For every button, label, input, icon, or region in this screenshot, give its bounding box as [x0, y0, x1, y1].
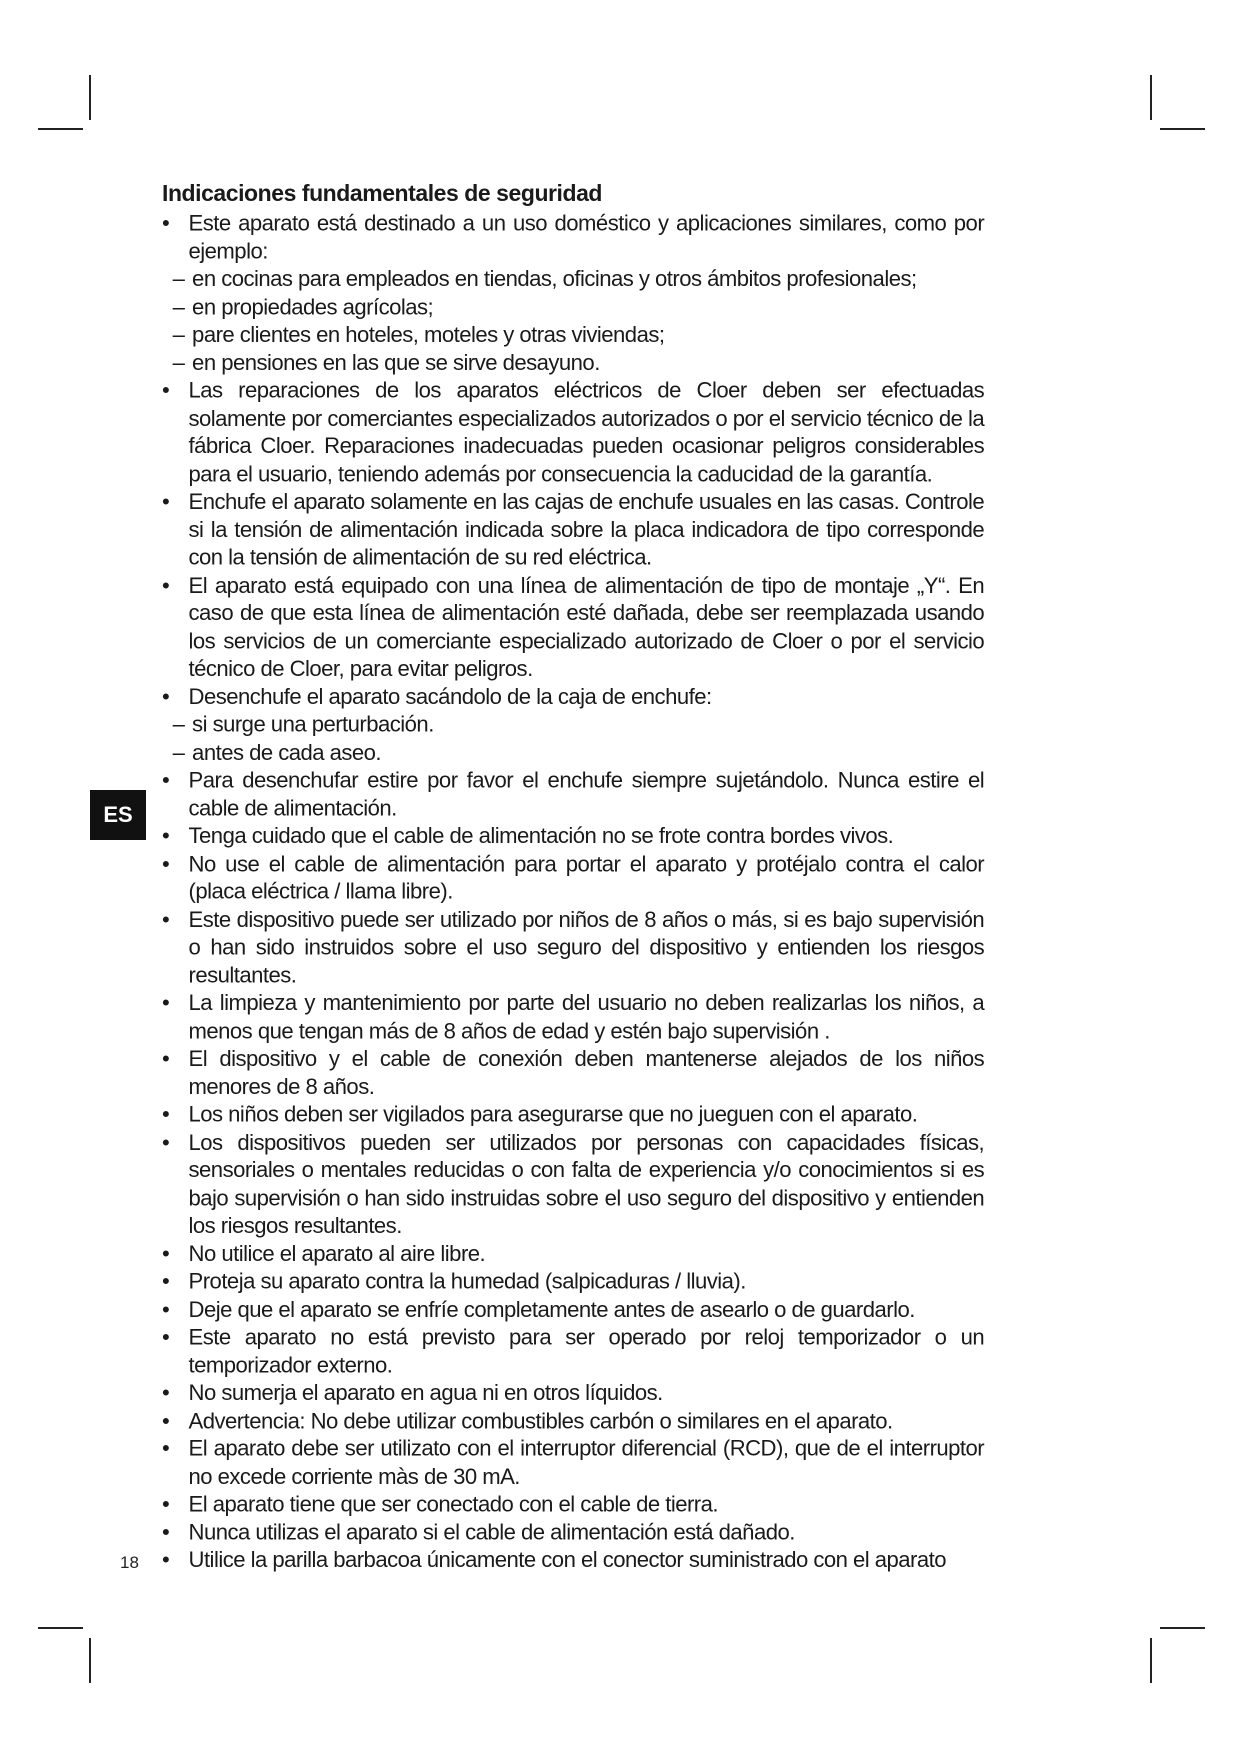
item-text: antes de cada aseo. — [192, 740, 382, 765]
item-text: El aparato debe ser utilizato con el interruptor diferencial (RCD), que de el interruptor no excede corriente màs de 30 mA. — [188, 1436, 985, 1489]
bullet-marker: • — [162, 1296, 170, 1322]
item-text: El dispositivo y el cable de conexión deben mantenerse alejados de los niños menores de 8 años. — [188, 1046, 985, 1099]
bullet-marker: • — [162, 1519, 170, 1545]
bullet-marker: • — [162, 990, 170, 1016]
crop-mark — [38, 128, 83, 130]
dash-marker: – — [172, 712, 185, 737]
item-text: Los niños deben ser vigilados para asegurarse que no jueguen con el aparato. — [188, 1102, 918, 1127]
bullet-marker: • — [162, 907, 170, 932]
bullet-item — [162, 210, 984, 266]
bullet-item — [162, 1101, 984, 1129]
bullet-item — [162, 851, 984, 907]
item-text: Este dispositivo puede ser utilizado por niños de 8 años o más, si es bajo supervisión o han sido instruidos sobre el uso seguro del dispositivo y entienden los riesgos resultantes. — [188, 907, 985, 988]
item-text: pare clientes en hoteles, moteles y otras viviendas; — [192, 322, 665, 348]
bullet-item — [162, 823, 984, 851]
item-text: Deje que el aparato se enfríe completamente antes de asearlo o de guardarlo. — [188, 1296, 915, 1322]
bullet-marker: • — [162, 1269, 170, 1294]
item-text: No sumerja el aparato en agua ni en otros líquidos. — [188, 1380, 663, 1406]
sub-item — [162, 266, 984, 294]
item-text: El aparato está equipado con una línea de alimentación de tipo de montaje „Y“. En caso de que esta línea de alimentación esté dañada, debe ser reemplazada usando los servicios de un comerciante especializado autorizado de Cloer o por el servicio técnico de Cloer, para evitar peligros. — [188, 572, 985, 682]
bullet-item — [162, 906, 984, 990]
item-text: No utilice el aparato al aire libre. — [188, 1241, 486, 1267]
bullet-item — [162, 1129, 984, 1240]
bullet-marker: • — [162, 1380, 170, 1406]
crop-mark — [1150, 1638, 1152, 1683]
dash-marker: – — [172, 266, 185, 292]
bullet-item — [162, 377, 984, 488]
dash-marker: – — [172, 294, 185, 320]
sub-item — [162, 349, 984, 377]
bullet-item — [162, 1435, 984, 1491]
crop-mark — [38, 1627, 83, 1629]
item-text: si surge una perturbación. — [192, 712, 434, 737]
item-text: No use el cable de alimentación para portar el aparato y protéjalo contra el calor (placa eléctrica / llama libre). — [188, 851, 985, 905]
bullet-item — [162, 1547, 984, 1575]
bullet-marker: • — [162, 1491, 170, 1517]
crop-mark — [1160, 128, 1205, 130]
crop-mark — [89, 1638, 91, 1683]
dash-marker: – — [172, 322, 185, 348]
dash-marker: – — [172, 740, 185, 765]
bullet-marker: • — [162, 823, 170, 849]
crop-mark — [89, 75, 91, 120]
document-body — [162, 180, 984, 1575]
bullet-marker: • — [162, 767, 170, 793]
bullet-marker: • — [162, 851, 170, 877]
item-text: en propiedades agrícolas; — [192, 294, 434, 320]
bullet-item — [162, 1324, 984, 1380]
item-text: El aparato tiene que ser conectado con el cable de tierra. — [188, 1491, 719, 1517]
item-text: Las reparaciones de los aparatos eléctricos de Cloer deben ser efectuadas solamente por comerciantes especializados autorizados o por el servicio técnico de la fábrica Cloer. Reparaciones inadecuadas pueden ocasionar peligros considerables para el usuario, teniendo además por consecuencia la caducidad de la garantía. — [188, 378, 985, 487]
bullet-item — [162, 990, 984, 1046]
bullet-marker: • — [162, 684, 170, 710]
item-text: Advertencia: No debe utilizar combustibles carbón o similares en el aparato. — [188, 1408, 893, 1434]
item-text: Utilice la parilla barbacoa únicamente con el conector suministrado con el aparato — [188, 1547, 947, 1573]
bullet-item — [162, 1240, 984, 1268]
safety-list — [162, 210, 984, 1575]
bullet-item — [162, 1380, 984, 1408]
bullet-item — [162, 683, 984, 711]
item-text: Desenchufe el aparato sacándolo de la caja de enchufe: — [188, 684, 712, 710]
bullet-marker: • — [162, 210, 170, 236]
language-tab: ES — [90, 790, 146, 840]
bullet-marker: • — [162, 378, 170, 403]
sub-item — [162, 294, 984, 322]
dash-marker: – — [172, 350, 185, 375]
bullet-item — [162, 1519, 984, 1547]
item-text: Nunca utilizas el aparato si el cable de alimentación está dañado. — [188, 1519, 795, 1545]
item-text: Los dispositivos pueden ser utilizados por personas con capacidades físicas, sensoriales o mentales reducidas o con falta de experiencia y/o conocimientos si es bajo supervisión o han sido instruidas sobre el uso seguro del dispositivo y entienden los riesgos resultantes. — [188, 1129, 985, 1239]
crop-mark — [1160, 1627, 1205, 1629]
crop-mark — [1150, 75, 1152, 120]
bullet-marker: • — [162, 1408, 170, 1434]
item-text: La limpieza y mantenimiento por parte del usuario no deben realizarlas los niños, a menos que tengan más de 8 años de edad y estén bajo supervisión . — [188, 990, 985, 1044]
bullet-item — [162, 1491, 984, 1519]
bullet-item — [162, 489, 984, 573]
sub-item — [162, 711, 984, 739]
bullet-marker: • — [162, 1241, 170, 1267]
item-text: Este aparato no está previsto para ser operado por reloj temporizador o un temporizador externo. — [188, 1324, 985, 1378]
bullet-marker: • — [162, 1324, 170, 1350]
bullet-marker: • — [162, 1547, 170, 1573]
item-text: Tenga cuidado que el cable de alimentación no se frote contra bordes vivos. — [188, 823, 894, 849]
item-text: Proteja su aparato contra la humedad (salpicaduras / lluvia). — [188, 1269, 746, 1294]
bullet-marker: • — [162, 1436, 170, 1461]
item-text: Enchufe el aparato solamente en las cajas de enchufe usuales en las casas. Controle si la tensión de alimentación indicada sobre la placa indicadora de tipo corresponde con la tensión de alimentación de su red eléctrica. — [188, 489, 985, 570]
bullet-marker: • — [162, 572, 170, 598]
bullet-marker: • — [162, 489, 170, 515]
bullet-item — [162, 572, 984, 683]
bullet-item — [162, 1045, 984, 1101]
bullet-marker: • — [162, 1129, 170, 1155]
bullet-marker: • — [162, 1046, 170, 1072]
sub-item — [162, 321, 984, 349]
bullet-item — [162, 1296, 984, 1324]
item-text: en pensiones en las que se sirve desayuno. — [192, 350, 600, 375]
section-title: Indicaciones fundamentales de seguridad — [162, 180, 603, 207]
bullet-item — [162, 1268, 984, 1296]
item-text: Para desenchufar estire por favor el enchufe siempre sujetándolo. Nunca estire el cable de alimentación. — [188, 767, 985, 821]
item-text: en cocinas para empleados en tiendas, oficinas y otros ámbitos profesionales; — [192, 266, 917, 292]
bullet-item — [162, 767, 984, 823]
bullet-item — [162, 1407, 984, 1435]
page-number: 18 — [120, 1553, 139, 1572]
bullet-marker: • — [162, 1102, 170, 1127]
item-text: Este aparato está destinado a un uso doméstico y aplicaciones similares, como por ejemplo: — [188, 210, 985, 264]
sub-item — [162, 739, 984, 767]
